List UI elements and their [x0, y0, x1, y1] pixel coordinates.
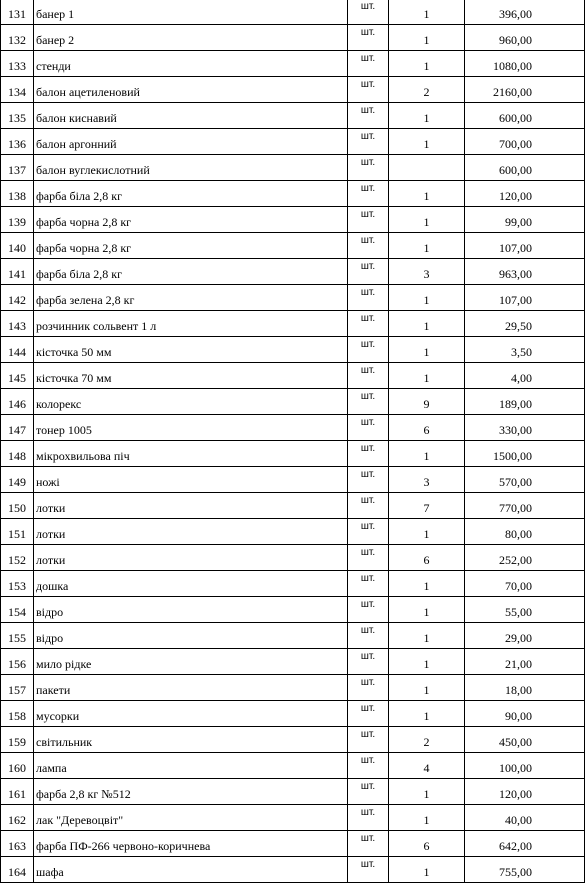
item-name-cell[interactable]: фарба чорна 2,8 кг [34, 207, 348, 233]
table-row [1, 805, 585, 831]
row-number-cell[interactable]: 134 [1, 77, 34, 103]
item-name-cell[interactable]: лотки [34, 545, 348, 571]
item-name-cell[interactable]: світильник [34, 727, 348, 753]
item-name-cell[interactable]: фарба зелена 2,8 кг [34, 285, 348, 311]
table-row [1, 415, 585, 441]
quantity-cell[interactable]: 1 [389, 337, 465, 363]
table-row [1, 701, 585, 727]
amount-cell[interactable]: 1080,00 [465, 51, 585, 77]
row-number-cell[interactable]: 139 [1, 207, 34, 233]
quantity-cell[interactable]: 7 [389, 493, 465, 519]
unit-cell[interactable]: шт. [348, 285, 389, 311]
item-name-cell[interactable]: банер 2 [34, 25, 348, 51]
amount-cell[interactable]: 450,00 [465, 727, 585, 753]
quantity-cell[interactable] [389, 155, 465, 181]
unit-cell[interactable]: шт. [348, 441, 389, 467]
unit-cell[interactable]: шт. [348, 337, 389, 363]
row-number-cell[interactable]: 151 [1, 519, 34, 545]
unit-cell[interactable]: шт. [348, 857, 389, 883]
unit-cell[interactable]: шт. [348, 701, 389, 727]
quantity-cell[interactable]: 1 [389, 233, 465, 259]
amount-cell[interactable]: 70,00 [465, 571, 585, 597]
item-name-cell[interactable]: фарба 2,8 кг №512 [34, 779, 348, 805]
table-row [1, 441, 585, 467]
item-name-cell[interactable]: ножі [34, 467, 348, 493]
item-name-cell[interactable]: дошка [34, 571, 348, 597]
row-number-cell[interactable]: 162 [1, 805, 34, 831]
amount-cell[interactable]: 642,00 [465, 831, 585, 857]
amount-cell[interactable]: 29,50 [465, 311, 585, 337]
quantity-cell[interactable]: 2 [389, 727, 465, 753]
inventory-table-body [1, 0, 585, 883]
quantity-cell[interactable]: 1 [389, 623, 465, 649]
amount-cell[interactable]: 396,00 [465, 0, 585, 25]
row-number-cell[interactable]: 147 [1, 415, 34, 441]
table-row [1, 233, 585, 259]
unit-cell[interactable]: шт. [348, 415, 389, 441]
row-number-cell[interactable]: 160 [1, 753, 34, 779]
item-name-cell[interactable]: фарба біла 2,8 кг [34, 259, 348, 285]
amount-cell[interactable]: 99,00 [465, 207, 585, 233]
item-name-cell[interactable]: балон ацетиленовий [34, 77, 348, 103]
quantity-cell[interactable]: 1 [389, 285, 465, 311]
amount-cell[interactable]: 252,00 [465, 545, 585, 571]
row-number-cell[interactable]: 143 [1, 311, 34, 337]
quantity-cell[interactable]: 2 [389, 77, 465, 103]
row-number-cell[interactable]: 142 [1, 285, 34, 311]
quantity-cell[interactable]: 6 [389, 415, 465, 441]
row-number-cell[interactable]: 153 [1, 571, 34, 597]
table-row [1, 649, 585, 675]
amount-cell[interactable]: 100,00 [465, 753, 585, 779]
item-name-cell[interactable]: лак "Деревоцвіт" [34, 805, 348, 831]
amount-cell[interactable]: 18,00 [465, 675, 585, 701]
unit-cell[interactable]: шт. [348, 805, 389, 831]
quantity-cell[interactable]: 1 [389, 0, 465, 25]
quantity-cell[interactable]: 6 [389, 545, 465, 571]
unit-cell[interactable]: шт. [348, 311, 389, 337]
quantity-cell[interactable]: 1 [389, 649, 465, 675]
item-name-cell[interactable]: мусорки [34, 701, 348, 727]
unit-cell[interactable]: шт. [348, 519, 389, 545]
amount-cell[interactable]: 21,00 [465, 649, 585, 675]
row-number-cell[interactable]: 148 [1, 441, 34, 467]
item-name-cell[interactable]: кісточка 70 мм [34, 363, 348, 389]
item-name-cell[interactable]: мікрохвильова піч [34, 441, 348, 467]
quantity-cell[interactable]: 1 [389, 597, 465, 623]
table-row [1, 727, 585, 753]
row-number-cell[interactable]: 156 [1, 649, 34, 675]
quantity-cell[interactable]: 1 [389, 805, 465, 831]
item-name-cell[interactable]: балон вуглекислотний [34, 155, 348, 181]
unit-cell[interactable]: шт. [348, 181, 389, 207]
row-number-cell[interactable]: 164 [1, 857, 34, 883]
row-number-cell[interactable]: 150 [1, 493, 34, 519]
item-name-cell[interactable]: балон киснавий [34, 103, 348, 129]
quantity-cell[interactable]: 1 [389, 701, 465, 727]
table-row [1, 207, 585, 233]
row-number-cell[interactable]: 163 [1, 831, 34, 857]
amount-cell[interactable]: 29,00 [465, 623, 585, 649]
unit-cell[interactable]: шт. [348, 545, 389, 571]
table-row [1, 467, 585, 493]
table-row [1, 545, 585, 571]
table-row [1, 389, 585, 415]
table-row [1, 285, 585, 311]
row-number-cell[interactable]: 141 [1, 259, 34, 285]
row-number-cell[interactable]: 144 [1, 337, 34, 363]
amount-cell[interactable]: 2160,00 [465, 77, 585, 103]
unit-cell[interactable]: шт. [348, 233, 389, 259]
quantity-cell[interactable]: 3 [389, 467, 465, 493]
table-row [1, 571, 585, 597]
amount-cell[interactable]: 40,00 [465, 805, 585, 831]
unit-cell[interactable]: шт. [348, 155, 389, 181]
unit-cell[interactable]: шт. [348, 103, 389, 129]
item-name-cell[interactable]: стенди [34, 51, 348, 77]
quantity-cell[interactable]: 1 [389, 51, 465, 77]
quantity-cell[interactable]: 1 [389, 857, 465, 883]
row-number-cell[interactable]: 140 [1, 233, 34, 259]
quantity-cell[interactable]: 4 [389, 753, 465, 779]
quantity-cell[interactable]: 1 [389, 519, 465, 545]
amount-cell[interactable]: 960,00 [465, 25, 585, 51]
item-name-cell[interactable]: пакети [34, 675, 348, 701]
table-row [1, 129, 585, 155]
table-row [1, 779, 585, 805]
quantity-cell[interactable]: 1 [389, 779, 465, 805]
quantity-cell[interactable]: 9 [389, 389, 465, 415]
table-row [1, 831, 585, 857]
row-number-cell[interactable]: 138 [1, 181, 34, 207]
quantity-cell[interactable]: 1 [389, 129, 465, 155]
item-name-cell[interactable]: мило рідке [34, 649, 348, 675]
row-number-cell[interactable]: 145 [1, 363, 34, 389]
quantity-cell[interactable]: 1 [389, 571, 465, 597]
row-number-cell[interactable]: 154 [1, 597, 34, 623]
row-number-cell[interactable]: 152 [1, 545, 34, 571]
amount-cell[interactable]: 570,00 [465, 467, 585, 493]
item-name-cell[interactable]: фарба чорна 2,8 кг [34, 233, 348, 259]
unit-cell[interactable]: шт. [348, 493, 389, 519]
table-row [1, 25, 585, 51]
row-number-cell[interactable]: 155 [1, 623, 34, 649]
item-name-cell[interactable]: лампа [34, 753, 348, 779]
quantity-cell[interactable]: 1 [389, 207, 465, 233]
table-row [1, 675, 585, 701]
amount-cell[interactable]: 3,50 [465, 337, 585, 363]
unit-cell[interactable]: шт. [348, 779, 389, 805]
item-name-cell[interactable]: банер 1 [34, 0, 348, 25]
table-row [1, 519, 585, 545]
table-row [1, 155, 585, 181]
row-number-cell[interactable]: 133 [1, 51, 34, 77]
row-number-cell[interactable]: 135 [1, 103, 34, 129]
quantity-cell[interactable]: 1 [389, 675, 465, 701]
table-row [1, 103, 585, 129]
unit-cell[interactable]: шт. [348, 25, 389, 51]
unit-cell[interactable]: шт. [348, 77, 389, 103]
unit-cell[interactable]: шт. [348, 675, 389, 701]
amount-cell[interactable]: 700,00 [465, 129, 585, 155]
row-number-cell[interactable]: 132 [1, 25, 34, 51]
row-number-cell[interactable]: 159 [1, 727, 34, 753]
table-row [1, 857, 585, 883]
unit-cell[interactable]: шт. [348, 259, 389, 285]
amount-cell[interactable]: 963,00 [465, 259, 585, 285]
unit-cell[interactable]: шт. [348, 753, 389, 779]
amount-cell[interactable]: 107,00 [465, 233, 585, 259]
amount-cell[interactable]: 120,00 [465, 779, 585, 805]
table-row [1, 493, 585, 519]
table-row [1, 51, 585, 77]
row-number-cell[interactable]: 136 [1, 129, 34, 155]
item-name-cell[interactable]: лотки [34, 493, 348, 519]
unit-cell[interactable]: шт. [348, 831, 389, 857]
row-number-cell[interactable]: 157 [1, 675, 34, 701]
amount-cell[interactable]: 330,00 [465, 415, 585, 441]
unit-cell[interactable]: шт. [348, 0, 389, 25]
table-row [1, 259, 585, 285]
unit-cell[interactable]: шт. [348, 597, 389, 623]
table-row [1, 753, 585, 779]
item-name-cell[interactable]: колорекс [34, 389, 348, 415]
amount-cell[interactable]: 80,00 [465, 519, 585, 545]
row-number-cell[interactable]: 161 [1, 779, 34, 805]
table-row [1, 363, 585, 389]
quantity-cell[interactable]: 1 [389, 181, 465, 207]
table-row [1, 337, 585, 363]
item-name-cell[interactable]: балон аргонний [34, 129, 348, 155]
amount-cell[interactable]: 600,00 [465, 103, 585, 129]
unit-cell[interactable]: шт. [348, 51, 389, 77]
unit-cell[interactable]: шт. [348, 623, 389, 649]
amount-cell[interactable]: 120,00 [465, 181, 585, 207]
quantity-cell[interactable]: 1 [389, 441, 465, 467]
table-row [1, 623, 585, 649]
amount-cell[interactable]: 600,00 [465, 155, 585, 181]
row-number-cell[interactable]: 137 [1, 155, 34, 181]
quantity-cell[interactable]: 1 [389, 311, 465, 337]
amount-cell[interactable]: 107,00 [465, 285, 585, 311]
unit-cell[interactable]: шт. [348, 571, 389, 597]
amount-cell[interactable]: 770,00 [465, 493, 585, 519]
amount-cell[interactable]: 90,00 [465, 701, 585, 727]
unit-cell[interactable]: шт. [348, 129, 389, 155]
amount-cell[interactable]: 189,00 [465, 389, 585, 415]
amount-cell[interactable]: 1500,00 [465, 441, 585, 467]
unit-cell[interactable]: шт. [348, 363, 389, 389]
row-number-cell[interactable]: 131 [1, 0, 34, 25]
item-name-cell[interactable]: шафа [34, 857, 348, 883]
table-row [1, 0, 585, 25]
item-name-cell[interactable]: відро [34, 597, 348, 623]
quantity-cell[interactable]: 1 [389, 363, 465, 389]
quantity-cell[interactable]: 1 [389, 25, 465, 51]
unit-cell[interactable]: шт. [348, 389, 389, 415]
item-name-cell[interactable]: розчинник сольвент 1 л [34, 311, 348, 337]
unit-cell[interactable]: шт. [348, 649, 389, 675]
row-number-cell[interactable]: 158 [1, 701, 34, 727]
row-number-cell[interactable]: 146 [1, 389, 34, 415]
item-name-cell[interactable]: лотки [34, 519, 348, 545]
amount-cell[interactable]: 4,00 [465, 363, 585, 389]
unit-cell[interactable]: шт. [348, 727, 389, 753]
quantity-cell[interactable]: 1 [389, 103, 465, 129]
item-name-cell[interactable]: фарба ПФ-266 червоно-коричнева [34, 831, 348, 857]
table-row [1, 77, 585, 103]
table-row [1, 597, 585, 623]
item-name-cell[interactable]: відро [34, 623, 348, 649]
unit-cell[interactable]: шт. [348, 207, 389, 233]
amount-cell[interactable]: 55,00 [465, 597, 585, 623]
unit-cell[interactable]: шт. [348, 467, 389, 493]
quantity-cell[interactable]: 3 [389, 259, 465, 285]
row-number-cell[interactable]: 149 [1, 467, 34, 493]
item-name-cell[interactable]: тонер 1005 [34, 415, 348, 441]
item-name-cell[interactable]: кісточка 50 мм [34, 337, 348, 363]
table-row [1, 181, 585, 207]
amount-cell[interactable]: 755,00 [465, 857, 585, 883]
quantity-cell[interactable]: 6 [389, 831, 465, 857]
item-name-cell[interactable]: фарба біла 2,8 кг [34, 181, 348, 207]
table-row [1, 311, 585, 337]
